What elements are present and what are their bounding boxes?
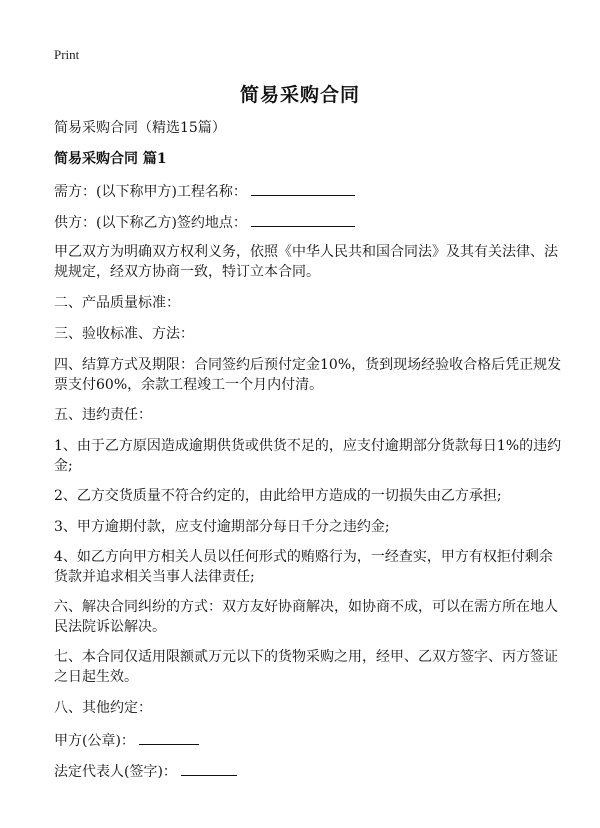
clause-scope-line-2: 之日起生效。: [54, 669, 138, 685]
print-link[interactable]: Print: [54, 47, 80, 62]
section-heading: 简易采购合同 篇1: [54, 151, 167, 167]
party-a-seal-blank: [139, 729, 199, 745]
intro-line-1: 甲乙双方为明确双方权利义务，依照《中华人民共和国合同法》及其有关法律、法: [54, 244, 558, 260]
clause-scope-line-1: 七、本合同仅适用限额贰万元以下的货物采购之用，经甲、乙双方签字、丙方签证: [54, 649, 558, 665]
document-title: 简易采购合同: [239, 84, 360, 106]
document-subtitle: 简易采购合同（精选15篇）: [54, 120, 226, 136]
party-a-seal-label: 甲方(公章)：: [54, 733, 135, 749]
legal-rep-blank: [181, 760, 237, 776]
breach-item-4-line-1: 4、如乙方向甲方相关人员以任何形式的贿赂行为，一经查实，甲方有权拒付剩余: [54, 549, 553, 565]
breach-item-1-line-1: 1、由于乙方原因造成逾期供货或供货不足的，应支付逾期部分货款每日1%的违约: [54, 438, 562, 454]
clause-other: 八、其他约定：: [54, 700, 152, 716]
clause-dispute-line-1: 六、解决合同纠纷的方式：双方友好协商解决，如协商不成，可以在需方所在地人: [54, 599, 558, 615]
breach-item-4-line-2: 货款并追求相关当事人法律责任;: [54, 569, 255, 585]
clause-breach-heading: 五、违约责任：: [54, 407, 152, 423]
clause-quality-standard: 二、产品质量标准：: [54, 295, 180, 311]
breach-item-2: 2、乙方交货质量不符合约定的，由此给甲方造成的一切损失由乙方承担;: [54, 488, 502, 504]
clause-settlement-line-2: 票支付60%，余款工程竣工一个月内付清。: [54, 377, 324, 393]
intro-line-2: 规规定，经双方协商一致，特订立本合同。: [54, 264, 320, 280]
clause-dispute-line-2: 民法院诉讼解决。: [54, 619, 166, 635]
project-name-blank: [251, 180, 355, 196]
signing-place-blank: [251, 211, 355, 227]
clause-settlement-line-1: 四、结算方式及期限：合同签约后预付定金10%，货到现场经验收合格后凭正规发: [54, 357, 562, 373]
supplier-line: [54, 211, 554, 234]
breach-item-3: 3、甲方逾期付款，应支付逾期部分每日千分之违约金;: [54, 519, 390, 535]
legal-rep-label: 法定代表人(签字)：: [54, 764, 177, 780]
supplier-label: 供方：(以下称乙方)签约地点：: [54, 215, 247, 231]
buyer-line: [54, 180, 554, 203]
party-a-seal-line: [54, 729, 554, 752]
legal-rep-line: [54, 760, 554, 783]
breach-item-1-line-2: 金;: [54, 458, 73, 474]
buyer-label: 需方：(以下称甲方)工程名称：: [54, 184, 247, 200]
clause-acceptance: 三、验收标准、方法：: [54, 326, 194, 342]
